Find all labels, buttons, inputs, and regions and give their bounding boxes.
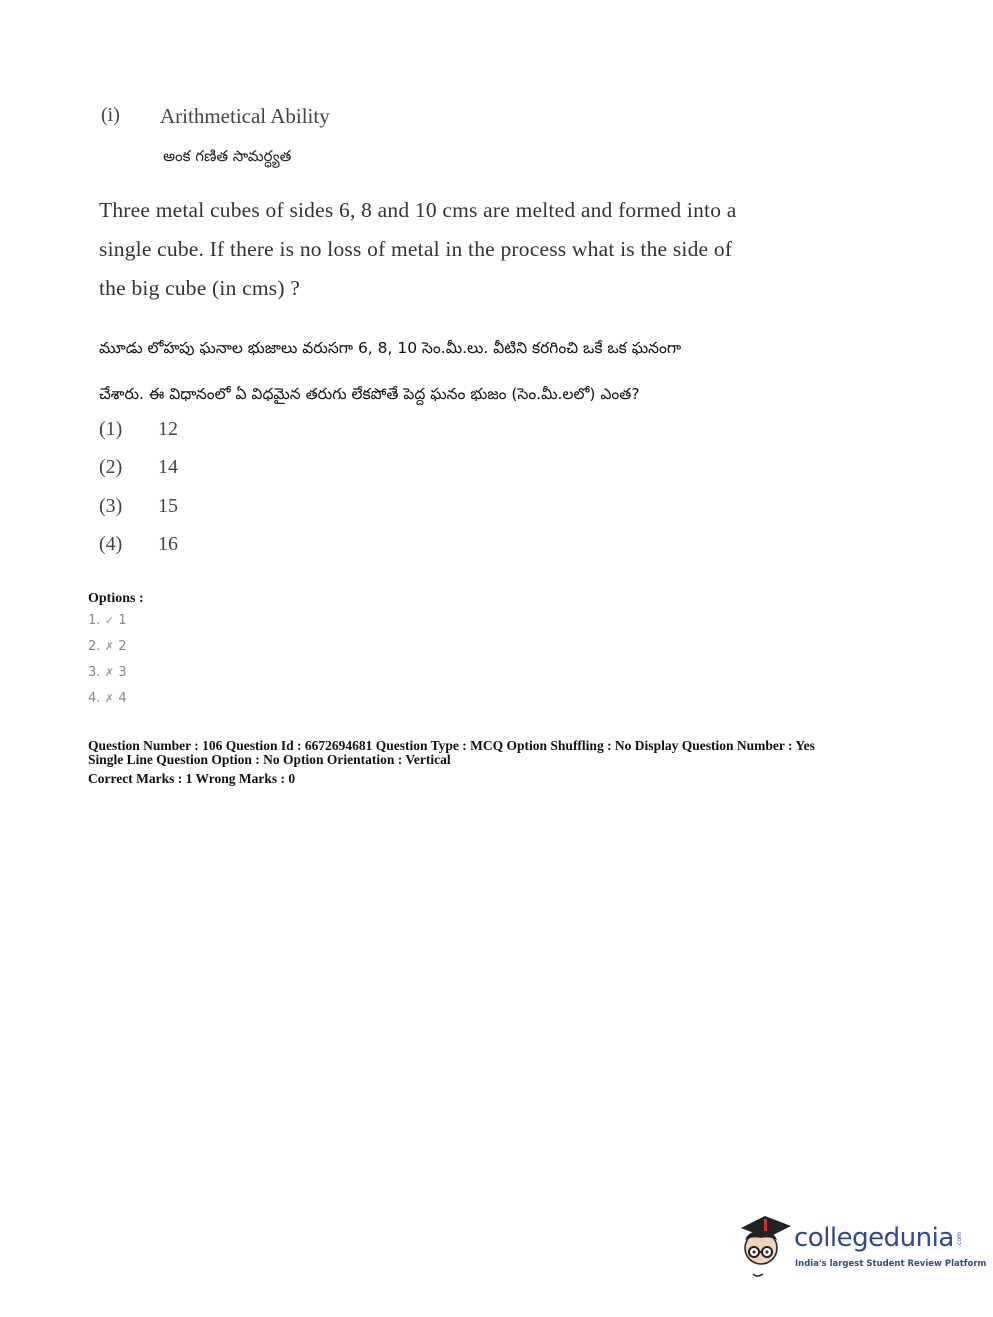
cross-icon: ✗: [104, 640, 115, 653]
question-line: Three metal cubes of sides 6, 8 and 10 cms are melted and formed into a: [99, 198, 737, 222]
question-line: the big cube (in cms) ?: [99, 276, 301, 300]
question-option-1: [99, 418, 178, 441]
choice-index: 4.: [88, 691, 101, 706]
choice-value: 3: [118, 665, 127, 680]
answer-choice-4: [88, 691, 127, 706]
section-number: (i): [101, 104, 120, 126]
option-value: 12: [158, 418, 178, 440]
check-icon: ✓: [104, 614, 115, 627]
choice-value: 2: [118, 639, 127, 654]
question-option-4: [99, 533, 178, 556]
option-number: (2): [99, 456, 123, 478]
option-number: (4): [99, 533, 123, 555]
question-meta-line-1: Question Number : 106 Question Id : 6672694681 Question Type : MCQ Option Shuffling : No Display Question Number : Yes: [88, 738, 815, 753]
mascot-icon: [735, 1210, 795, 1280]
question-meta-line-3: Correct Marks : 1 Wrong Marks : 0: [88, 771, 296, 786]
question-option-2: [99, 456, 178, 479]
choice-value: 4: [118, 691, 127, 706]
question-option-3: [99, 495, 178, 518]
choice-index: 2.: [88, 639, 101, 654]
question-meta-line-2: Single Line Question Option : No Option Orientation : Vertical: [88, 752, 451, 767]
answer-choice-3: [88, 665, 127, 680]
section-title-telugu: అంక గణిత సామర్ధ్యత: [163, 147, 292, 165]
option-value: 16: [158, 533, 178, 555]
choice-value: 1: [118, 613, 127, 628]
option-number: (3): [99, 495, 123, 517]
answer-choice-1: [88, 613, 127, 628]
option-number: (1): [99, 418, 123, 440]
choice-index: 3.: [88, 665, 101, 680]
cross-icon: ✗: [104, 692, 115, 705]
question-line: single cube. If there is no loss of metal in the process what is the side of: [99, 237, 733, 261]
answer-choice-2: [88, 639, 127, 654]
question-line: చేశారు. ఈ విధానంలో ఏ విధమైన తరుగు లేకపోతే పెద్ద ఘనం భుజం (సెం.మీ.లలో) ఎంత?: [99, 385, 640, 403]
question-text-english: [99, 191, 779, 308]
option-value: 14: [158, 456, 178, 478]
options-label: Options :: [88, 591, 144, 606]
question-text-telugu: [99, 325, 819, 417]
choice-index: 1.: [88, 613, 101, 628]
section-title: Arithmetical Ability: [160, 104, 330, 128]
logo-tagline: India's largest Student Review Platform: [795, 1259, 987, 1269]
option-value: 15: [158, 495, 178, 517]
logo-suffix: .com: [955, 1232, 963, 1247]
logo-wordmark: collegedunia: [794, 1223, 954, 1253]
question-line: మూడు లోహపు ఘనాల భుజాలు వరుసగా 6, 8, 10 సెం.మీ.లు. వీటిని కరగించి ఒకే ఒక ఘనంగా: [99, 339, 682, 357]
cross-icon: ✗: [104, 666, 115, 679]
